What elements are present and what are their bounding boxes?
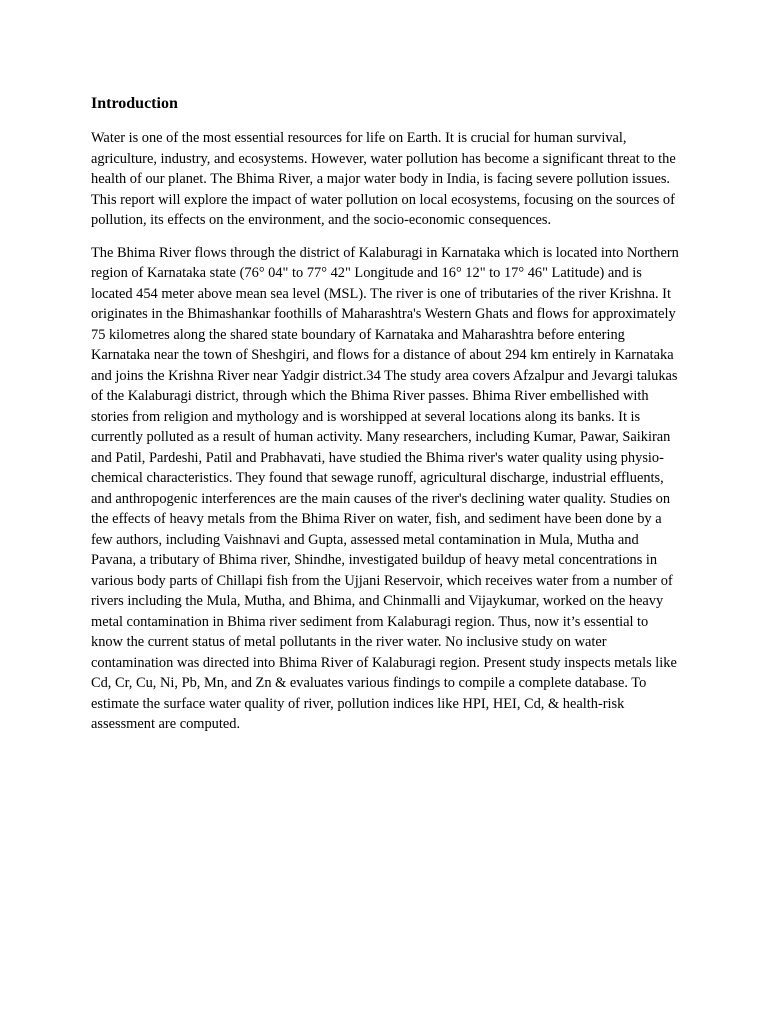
document-body — [91, 92, 681, 747]
section-heading: Introduction — [91, 95, 178, 112]
paragraph-intro: Water is one of the most essential resources for life on Earth. It is crucial for human survival, agriculture, industry, and ecosystems. However, water pollution has become a significant threat to the health of our planet. The Bhima River, a major water body in India, is facing severe pollution issues. This report will explore the impact of water pollution on local ecosystems, focusing on the sources of pollution, its effects on the environment, and the socio-economic consequences. — [91, 130, 676, 228]
paragraph-bhima-river: The Bhima River flows through the district of Kalaburagi in Karnataka which is located into Northern region of Karnataka state (76° 04" to 77° 42" Longitude and 16° 12" to 17° 46" Latitude) and is located 454 meter above mean sea level (MSL). The river is one of tributaries of the river Krishna. It originates in the Bhimashankar foothills of Maharashtra's Western Ghats and flows for approximately 75 kilometres along the shared state boundary of Karnataka and Maharashtra before entering Karnataka near the town of Sheshgiri, and flows for a distance of about 294 km entirely in Karnataka and joins the Krishna River near Yadgir district.34 The study area covers Afzalpur and Jevargi talukas of the Kalaburagi district, through which the Bhima River passes. Bhima River embellished with stories from religion and mythology and is worshipped at several locations along its banks. It is currently polluted as a result of human activity. Many researchers, including Kumar, Pawar, Saikiran and Patil, Pardeshi, Patil and Prabhavati, have studied the Bhima river's water quality using physio-chemical characteristics. They found that sewage runoff, agricultural discharge, industrial effluents, and anthropogenic interferences are the main causes of the river's declining water quality. Studies on the effects of heavy metals from the Bhima River on water, fish, and sediment have been done by a few authors, including Vaishnavi and Gupta, assessed metal contamination in Mula, Mutha and Pavana, a tributary of Bhima river, Shindhe, investigated buildup of heavy metal concentrations in various body parts of Chillapi fish from the Ujjani Reservoir, which receives water from a number of rivers including the Mula, Mutha, and Bhima, and Chinmalli and Vijaykumar, worked on the heavy metal contamination in Bhima river sediment from Kalaburagi region. Thus, now it’s essential to know the current status of metal pollutants in the river water. No inclusive study on water contamination was directed into Bhima River of Kalaburagi region. Present study inspects metals like Cd, Cr, Cu, Ni, Pb, Mn, and Zn & evaluates various findings to compile a complete database. To estimate the surface water quality of river, pollution indices like HPI, HEI, Cd, & health-risk assessment are computed. — [91, 244, 679, 732]
